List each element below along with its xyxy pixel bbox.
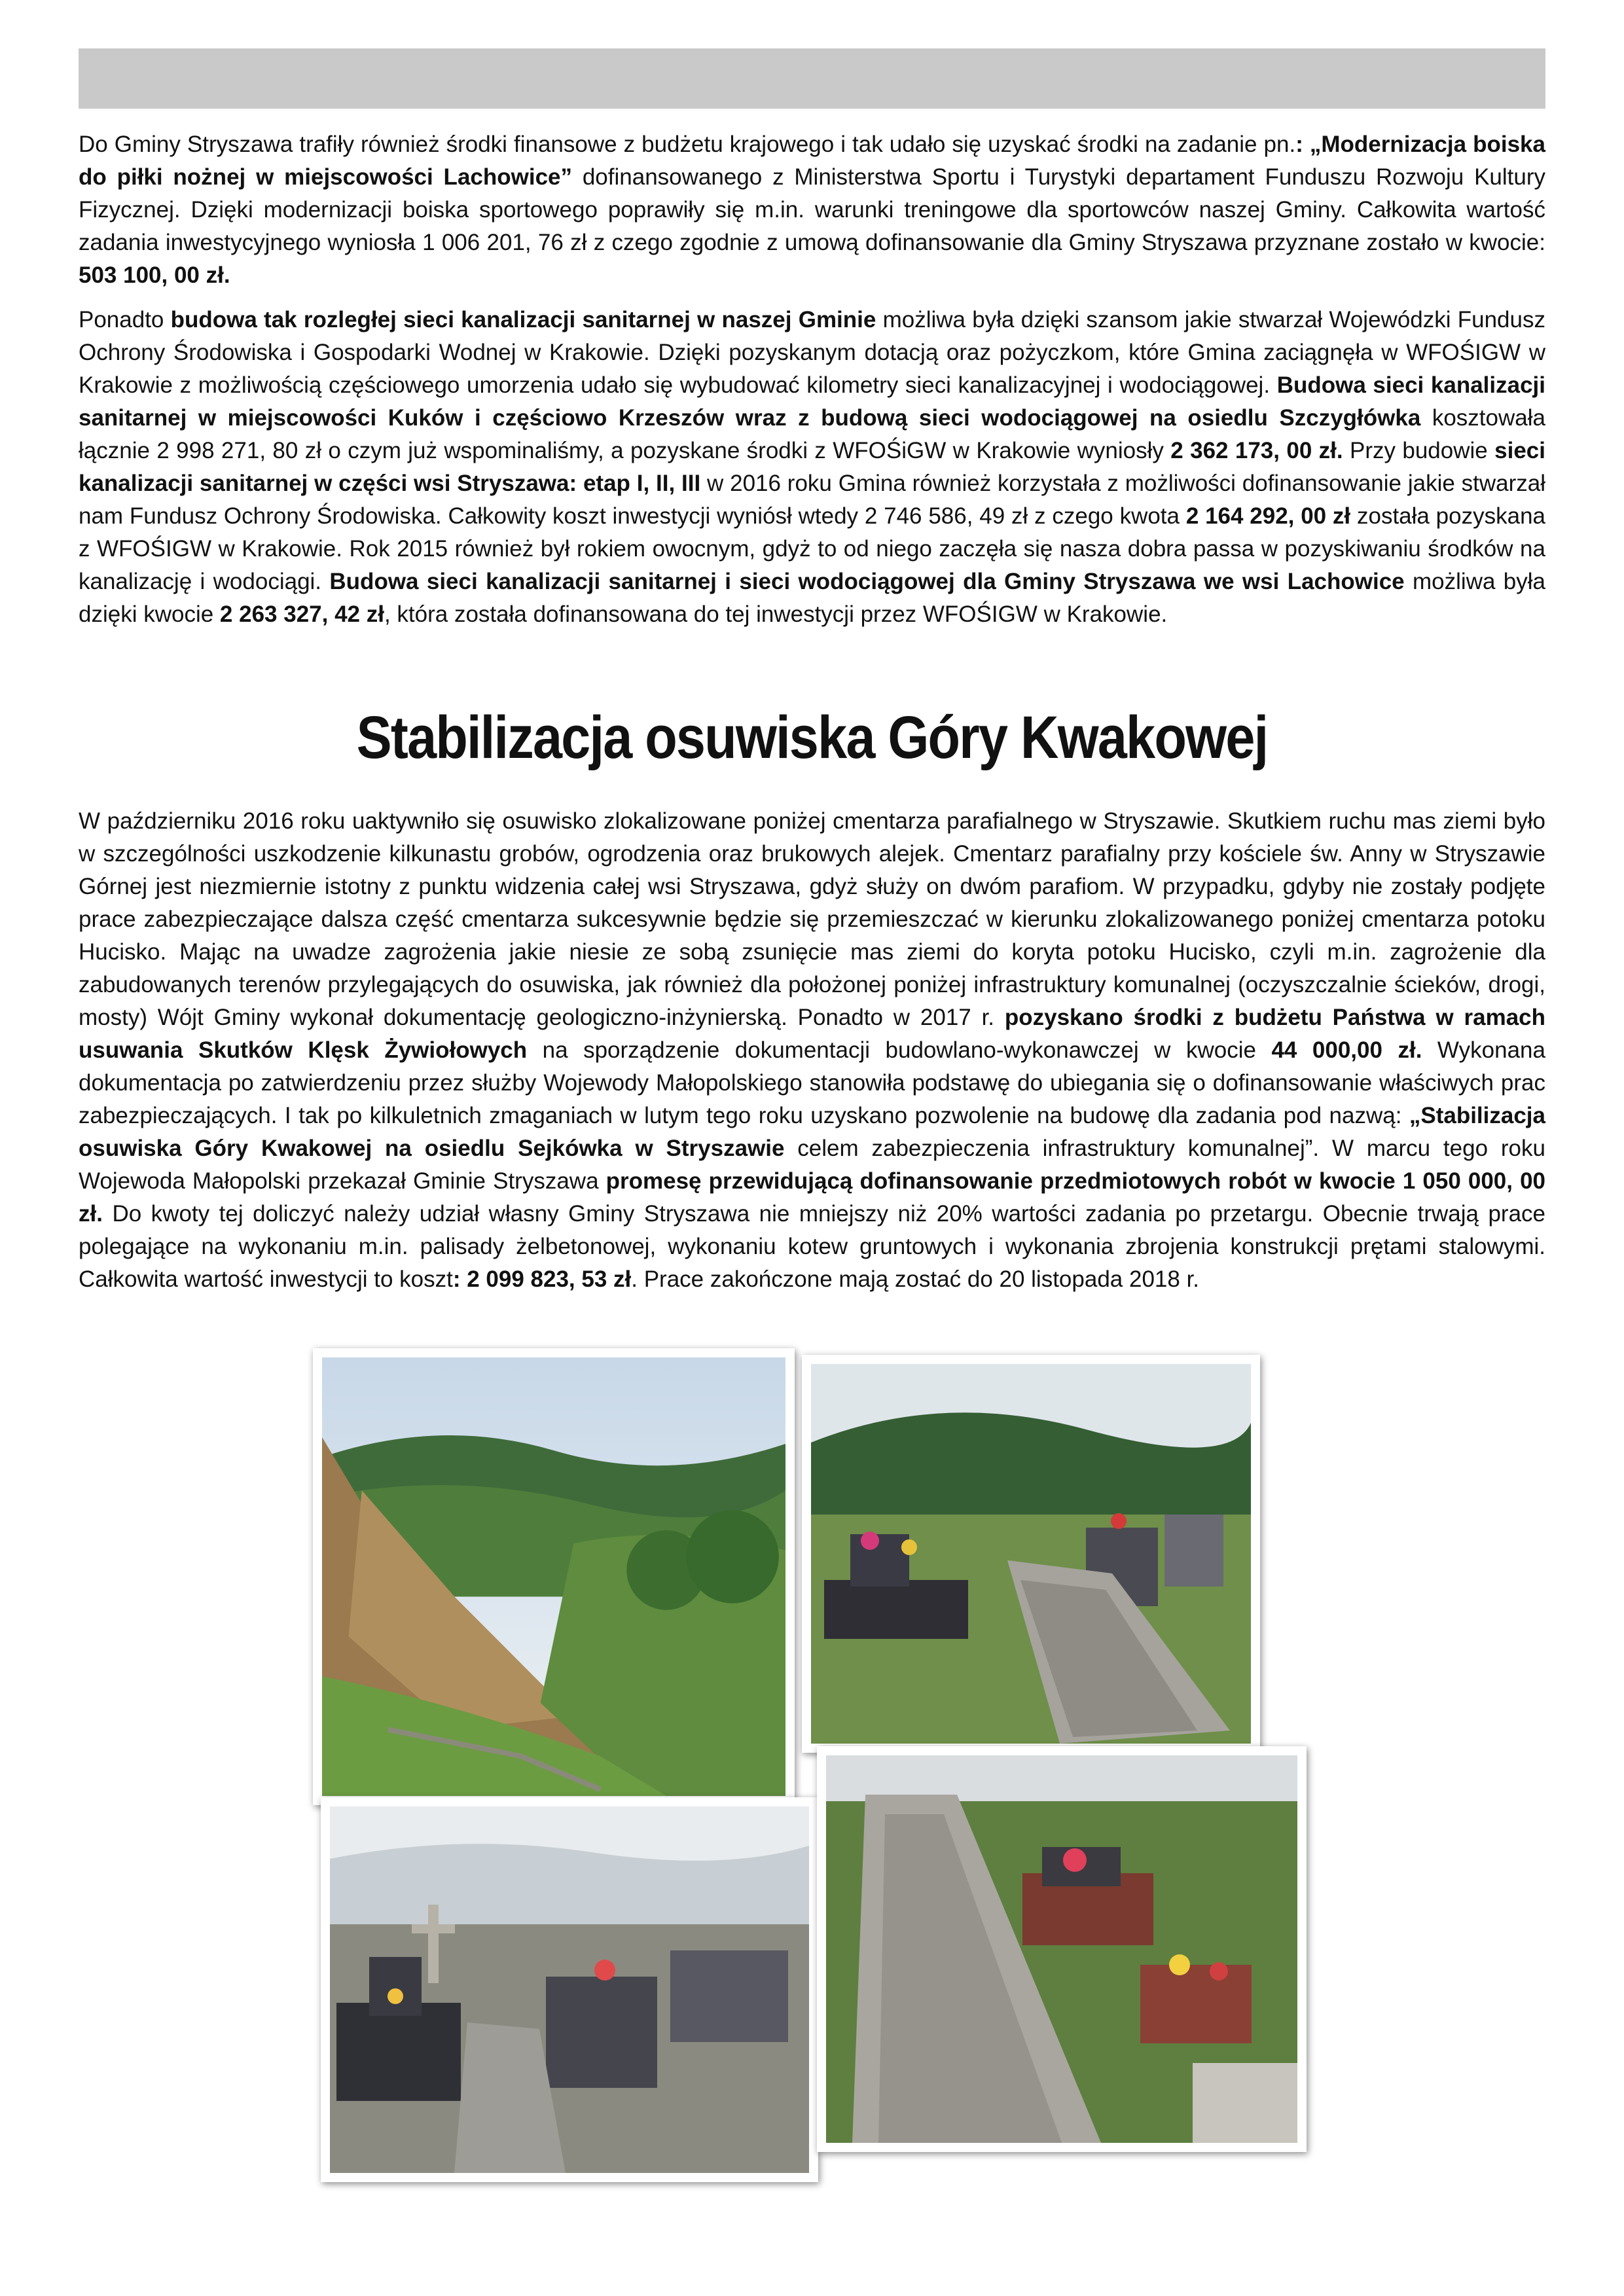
bold-text-run: Budowa sieci kanalizacji sanitarnej w miejscowości Kuków i częściowo Krzeszów wraz z budową sieci wodociągowej na osiedlu Szczygłówka [79,372,1546,431]
bold-text-run: „Stabilizacja osuwiska Góry Kwakowej na osiedlu Sejkówka w Stryszawie [79,1103,1545,1161]
header-bar [79,48,1545,109]
text-run: , która została dofinansowana do tej inwestycji przez WFOŚIGW w Krakowie. [384,601,1168,627]
bold-text-run: 2 263 327, 42 zł [219,601,384,627]
paragraph-landslide [79,805,1545,1296]
text-run: Przy budowie [1343,438,1495,463]
broken-brick-alley-photo [817,1746,1307,2152]
bold-text-run: promesę przewidującą dofinansowanie przedmiotowych robót w kwocie 1 050 000, 00 zł. [79,1168,1545,1227]
bold-text-run: 44 000,00 zł. [1271,1037,1422,1063]
text-run: Do kwoty tej doliczyć należy udział własny Gminy Stryszawa nie mniejszy niż 20% wartości zadania po przetargu. Obecnie trwają prace polegające na wykonaniu m.in. palisady żelbetonowej, wykonaniu kotew gruntowych i wykonania zbrojenia konstrukcji prętami stalowymi. Całkowita wartość inwestycji to koszt [79,1201,1545,1292]
text-run: możliwa była dzięki kwocie [79,569,1546,627]
text-run: celem zabezpieczenia infrastruktury komunalnej”. W marcu tego roku Wojewoda Małopolski przekazał Gminie Stryszawa [79,1136,1545,1194]
cemetery-graves-photo [321,1797,818,2182]
text-run: . Prace zakończone mają zostać do 20 listopada 2018 r. [631,1266,1200,1292]
bold-text-run: Budowa sieci kanalizacji sanitarnej i sieci wodociągowej dla Gminy Stryszawa we wsi Lachowice [329,569,1405,594]
landslide-slope-photo [313,1348,795,1805]
text-run: Ponadto [79,307,171,332]
bold-text-run: budowa tak rozległej sieci kanalizacji sanitarnej w naszej Gminie [170,307,876,332]
paragraph-football-pitch [79,128,1545,292]
text-run: Wykonana dokumentacja po zatwierdzeniu przez służby Wojewody Małopolskiego stanowiła podstawę do ubiegania się o dofinansowanie właściwych prac zabezpieczających. I tak po kilkuletnich zmaganiach w lutym tego roku uzyskano pozwolenie na budowę dla zadania pod nazwą: [79,1037,1545,1128]
text-run: możliwa była dzięki szansom jakie stwarzał Wojewódzki Fundusz Ochrony Środowiska i Gospodarki Wodnej w Krakowie. Dzięki pozyskanym dotacją oraz pożyczkom, które Gmina zaciągnęła w WFOŚIGW w Krakowie z możliwością częściowego umorzenia udało się wybudować kilometry sieci kanalizacyjnej i wodociągowej. [79,307,1545,398]
text-run: kosztowała łącznie 2 998 271, 80 zł o czym już wspominaliśmy, a pozyskane środki z WFOŚiGW w Krakowie wyniosły [79,405,1545,463]
section-title: Stabilizacja osuwiska Góry Kwakowej [356,704,1268,771]
bold-text-run: 2 164 292, 00 zł [1185,503,1351,529]
text-run: w 2016 roku Gmina również korzystała z możliwości dofinansowanie jakie stwarzał nam Fundusz Ochrony Środowiska. Całkowity koszt inwestycji wyniósł wtedy 2 746 586, 49 zł z czego kwota [79,471,1545,529]
paragraph-sewage-network [79,304,1545,631]
bold-text-run: sieci kanalizacji sanitarnej w części wsi Stryszawa: etap I, II, III [79,438,1545,496]
bold-text-run: 503 100, 00 zł. [79,262,230,288]
text-run: na sporządzenie dokumentacji budowlano-wykonawczej w kwocie [527,1037,1272,1063]
bold-text-run: : „Modernizacja boiska do piłki nożnej w miejscowości Lachowice” [79,132,1545,190]
damaged-cemetery-path-photo [802,1355,1260,1753]
text-run: W październiku 2016 roku uaktywniło się osuwisko zlokalizowane poniżej cmentarza parafialnego w Stryszawie. Skutkiem ruchu mas ziemi było w szczególności uszkodzenie kilkunastu grobów, ogrodzenia oraz brukowych alejek. Cmentarz parafialny przy kościele św. Anny w Stryszawie Górnej jest niezmiernie istotny z punktu widzenia całej wsi Stryszawa, gdyż służy on dwóm parafiom. W przypadku, gdyby nie zostały podjęte prace zabezpieczające dalsza część cmentarza sukcesywnie będzie się przemieszczać w kierunku zlokalizowanego poniżej cmentarza potoku Hucisko. Mając na uwadze zagrożenia jakie niesie ze sobą zsunięcie mas ziemi do koryta potoku Hucisko, czyli m.in. zagrożenie dla zabudowanych terenów przylegających do osuwiska, jak również dla położonej poniżej infrastruktury komunalnej (oczyszczalnie ścieków, drogi, mosty) Wójt Gminy wykonał dokumentację geologiczno-inżynierską. Ponadto w 2017 r. [79,808,1545,1030]
bold-text-run: 2 362 173, 00 zł. [1170,438,1343,463]
text-run: została pozyskana z WFOŚIGW w Krakowie. Rok 2015 również był rokiem owocnym, gdyż to od niego zaczęła się nasza dobra passa w pozyskiwaniu środków na kanalizację i wodociągi. [79,503,1546,594]
bold-text-run: pozyskano środki z budżetu Państwa w ramach usuwania Skutków Klęsk Żywiołowych [79,1005,1546,1063]
text-run: dofinansowanego z Ministerstwa Sportu i Turystyki departament Funduszu Rozwoju Kultury Fizycznej. Dzięki modernizacji boiska sportowego poprawiły się m.in. warunki treningowe dla sportowców naszej Gminy. Całkowita wartość zadania inwestycyjnego wyniosła 1 006 201, 76 zł z czego zgodnie z umową dofinansowanie dla Gminy Stryszawa przyznane zostało w kwocie: [79,164,1545,255]
text-run: Do Gminy Stryszawa trafiły również środki finansowe z budżetu krajowego i tak udało się uzyskać środki na zadanie pn. [79,132,1296,157]
bold-text-run: : 2 099 823, 53 zł [452,1266,632,1292]
